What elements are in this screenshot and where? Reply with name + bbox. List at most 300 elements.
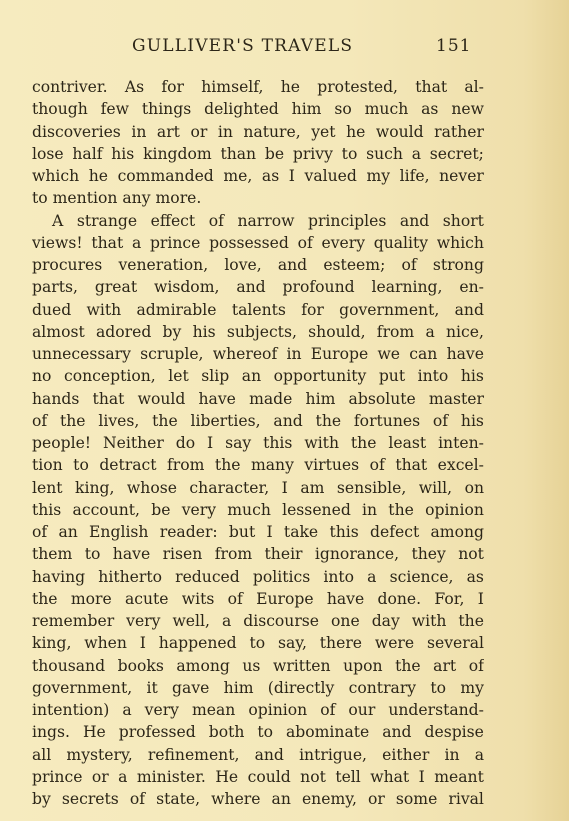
word: intention) <box>32 701 110 719</box>
word: mean <box>192 701 236 719</box>
text-line <box>32 365 484 387</box>
text-line <box>32 677 484 699</box>
word: books <box>117 656 164 675</box>
word: kingdom <box>143 144 212 163</box>
word: his <box>111 144 135 163</box>
word: narrow <box>237 211 295 230</box>
word: done. <box>377 589 422 608</box>
word: character, <box>189 478 270 497</box>
word: king, <box>32 634 72 653</box>
word: all <box>32 745 52 764</box>
word: such <box>366 144 403 163</box>
word: the <box>214 456 241 475</box>
word: commanded <box>117 167 214 185</box>
word: much <box>364 100 409 119</box>
word: this <box>329 523 359 541</box>
word: art <box>433 656 457 675</box>
word: or <box>368 790 385 808</box>
word: unnecessary <box>32 345 131 363</box>
word: never <box>439 167 484 185</box>
word: we <box>377 345 401 363</box>
word: hands <box>32 389 80 408</box>
word: as <box>466 567 484 586</box>
word: liberties, <box>190 411 261 430</box>
text-line <box>32 766 484 788</box>
word: prince <box>32 767 83 786</box>
word: lives, <box>98 411 140 430</box>
word: do <box>175 434 196 452</box>
word: with <box>304 434 339 452</box>
word: remember <box>32 612 115 630</box>
word: as <box>421 100 439 119</box>
word: us <box>242 656 261 675</box>
word: He <box>82 723 106 742</box>
word: professed <box>118 723 196 742</box>
word: a <box>118 767 128 786</box>
word: by <box>32 790 51 808</box>
word: among <box>176 656 230 675</box>
word: ings. <box>32 723 70 742</box>
word: defect <box>370 523 420 541</box>
word: almost <box>32 322 85 341</box>
word: al- <box>464 78 484 96</box>
word: be <box>264 144 285 163</box>
word: valued <box>304 167 357 185</box>
word: have <box>198 389 236 408</box>
text-line <box>32 788 484 810</box>
word: I <box>139 634 146 653</box>
word: love, <box>224 256 262 274</box>
word: some <box>395 790 438 808</box>
word: and <box>277 256 308 274</box>
text-line <box>32 744 484 766</box>
word: mention <box>52 189 118 208</box>
word: be <box>151 500 171 519</box>
word: every <box>321 233 366 252</box>
word: many <box>250 456 294 475</box>
word: acute <box>124 589 169 608</box>
word: upon <box>343 656 383 675</box>
word: a <box>221 612 232 630</box>
word: science, <box>389 567 454 586</box>
word: discourse <box>243 612 320 630</box>
word: strong <box>432 256 484 274</box>
word: very <box>144 701 179 719</box>
word: things <box>141 100 192 119</box>
word: can <box>409 345 438 363</box>
word: his <box>192 322 216 341</box>
word: no <box>32 367 52 386</box>
word: a <box>425 322 435 341</box>
word: in <box>286 345 302 363</box>
word: I <box>207 434 214 452</box>
word: secrets <box>61 790 119 808</box>
word: politics <box>252 567 311 586</box>
text-line <box>32 76 484 98</box>
word: into <box>417 367 449 386</box>
word: I <box>477 589 484 608</box>
word: Europe <box>256 589 314 608</box>
word: and <box>399 211 430 230</box>
word: an <box>241 367 262 386</box>
word: with <box>411 612 447 630</box>
word: strange <box>76 211 138 230</box>
word: so <box>334 100 352 119</box>
word: the <box>32 589 58 608</box>
word: him <box>291 100 322 119</box>
running-head <box>0 36 569 58</box>
word: for <box>301 300 324 319</box>
word: talents <box>231 300 286 319</box>
word: secret; <box>429 144 484 163</box>
word: nice, <box>445 322 484 341</box>
word: of <box>227 589 243 608</box>
word: day <box>371 612 400 630</box>
word: on <box>464 478 484 497</box>
word: himself, <box>201 78 264 96</box>
word: that <box>415 78 448 96</box>
word: in <box>444 745 460 764</box>
word: inten- <box>438 434 484 452</box>
word: he <box>88 167 108 185</box>
word: of <box>432 411 449 430</box>
word: several <box>426 634 484 653</box>
word: whose <box>126 478 177 497</box>
word: sensible, <box>336 478 407 497</box>
word: privy <box>292 144 333 163</box>
text-line <box>32 210 484 232</box>
word: rather <box>434 122 484 141</box>
word: me, <box>223 167 253 185</box>
word: ignorance, <box>314 545 400 564</box>
word: will, <box>418 478 453 497</box>
word: thousand <box>32 656 106 675</box>
word: from <box>214 545 253 564</box>
word: my <box>366 167 391 185</box>
word: among <box>430 523 484 541</box>
word: our <box>348 701 376 719</box>
word: despise <box>424 723 484 742</box>
word: life, <box>399 167 430 185</box>
word: views! <box>32 233 83 252</box>
text-line <box>32 499 484 521</box>
text-line <box>32 254 484 276</box>
text-line <box>32 588 484 610</box>
word: wits <box>181 589 215 608</box>
text-line <box>32 655 484 677</box>
word: am <box>300 478 325 497</box>
word: opportunity <box>273 367 367 386</box>
word: detract <box>99 456 157 475</box>
word: the <box>458 612 484 630</box>
word: of <box>369 456 385 475</box>
word: learning, <box>371 278 443 297</box>
word: or <box>190 122 208 141</box>
word: new <box>451 100 484 119</box>
word: say, <box>277 634 307 653</box>
word: procures <box>32 256 103 274</box>
word: of <box>401 256 417 274</box>
word: could <box>247 767 291 786</box>
word: the <box>59 411 86 430</box>
word: conception, <box>63 367 156 386</box>
word: Europe <box>310 345 369 363</box>
word: very <box>181 500 217 519</box>
text-line <box>32 632 484 654</box>
word: wisdom, <box>153 278 220 297</box>
word: en- <box>459 278 484 297</box>
word: nature, <box>243 122 301 141</box>
word: government, <box>32 678 133 697</box>
word: much <box>227 500 271 519</box>
text-line <box>32 543 484 565</box>
text-line <box>32 343 484 365</box>
word: there <box>319 634 363 653</box>
word: he <box>280 78 300 96</box>
word: quality <box>373 233 429 252</box>
word: more <box>70 589 112 608</box>
word: what <box>370 767 410 786</box>
word: an <box>271 790 291 808</box>
text-line <box>32 566 484 588</box>
word: principles <box>307 211 387 230</box>
word: adored <box>95 322 152 341</box>
word: to <box>257 723 274 742</box>
word: people! <box>32 434 92 452</box>
word: the <box>388 500 414 519</box>
word: which <box>32 167 80 185</box>
word: his <box>460 411 484 430</box>
text-line <box>32 143 484 165</box>
word: enemy, <box>301 790 357 808</box>
word: profound <box>282 278 355 297</box>
page-number: 151 <box>436 36 472 56</box>
word: were <box>374 634 415 653</box>
word: slip <box>201 367 230 386</box>
word: his <box>460 367 484 386</box>
word: well, <box>172 612 210 630</box>
text-line <box>32 165 484 187</box>
word: they <box>411 545 446 564</box>
word: them <box>32 545 73 564</box>
word: to <box>341 144 358 163</box>
word: him <box>305 389 336 408</box>
text-line <box>32 232 484 254</box>
word: I <box>281 478 288 497</box>
word: and <box>382 723 412 742</box>
word: understand- <box>388 701 484 719</box>
word: that <box>91 233 124 252</box>
word: yet <box>311 122 336 141</box>
word: For, <box>434 589 465 608</box>
word: risen <box>162 545 203 564</box>
word: account, <box>72 500 141 519</box>
word: both <box>208 723 245 742</box>
word: put <box>378 367 406 386</box>
word: not <box>300 767 326 786</box>
word: half <box>72 144 103 163</box>
word: He <box>215 767 239 786</box>
word: least <box>388 434 427 452</box>
word: veneration, <box>118 256 209 274</box>
word: that <box>395 456 428 475</box>
text-line <box>32 699 484 721</box>
word: in <box>362 500 378 519</box>
word: fortunes <box>353 411 421 430</box>
word: and <box>236 278 266 297</box>
word: art <box>156 122 180 141</box>
word: have <box>446 345 484 363</box>
word: than <box>220 144 257 163</box>
word: (directly <box>267 678 335 697</box>
word: in <box>217 122 233 141</box>
word: contrary <box>348 678 417 697</box>
word: English <box>89 523 149 541</box>
word: opinion <box>425 500 484 519</box>
word: subjects, <box>226 322 297 341</box>
word: and <box>254 745 284 764</box>
word: and <box>454 300 484 319</box>
word: the <box>152 411 178 430</box>
word: to <box>32 189 48 208</box>
word: very <box>126 612 161 630</box>
word: possessed <box>209 233 289 252</box>
word: either <box>382 745 430 764</box>
word: rival <box>448 790 484 808</box>
word: a <box>474 745 484 764</box>
word: would <box>137 389 186 408</box>
word: tell <box>335 767 361 786</box>
word: as <box>261 167 280 185</box>
word: scruple, <box>140 345 204 363</box>
body-text <box>32 76 484 810</box>
word: I <box>266 523 273 541</box>
word: gave <box>172 678 210 697</box>
word: lose <box>32 144 64 163</box>
word: it <box>146 678 158 697</box>
word: opinion <box>248 701 308 719</box>
word: parts, <box>32 278 78 297</box>
word: when <box>84 634 127 653</box>
word: hitherto <box>98 567 162 586</box>
word: reduced <box>175 567 240 586</box>
word: few <box>100 100 130 119</box>
word: would <box>375 122 424 141</box>
word: have <box>326 589 365 608</box>
word: any <box>122 189 151 208</box>
text-line <box>32 521 484 543</box>
word: of <box>32 523 48 541</box>
word: and <box>273 411 303 430</box>
word: of <box>297 233 313 252</box>
word: reader: <box>159 523 218 541</box>
word: dued <box>32 300 72 319</box>
word: king, <box>75 478 115 497</box>
word: I <box>288 167 295 185</box>
book-title: GULLIVER'S TRAVELS <box>132 36 354 56</box>
word: lent <box>32 478 63 497</box>
word: from <box>376 322 415 341</box>
text-line <box>32 610 484 632</box>
word: tion <box>32 456 63 475</box>
word: a <box>367 567 377 586</box>
word: mystery, <box>66 745 133 764</box>
word: that <box>92 389 125 408</box>
word: prince <box>149 233 201 252</box>
word: he <box>346 122 366 141</box>
word: a <box>411 144 421 163</box>
word: As <box>124 78 145 96</box>
word: into <box>323 567 355 586</box>
word: with <box>86 300 122 319</box>
word: the <box>315 411 342 430</box>
word: one <box>331 612 360 630</box>
word: more. <box>155 189 202 208</box>
text-line <box>32 477 484 499</box>
word: the <box>350 434 377 452</box>
text-line <box>32 187 484 209</box>
word: him <box>223 678 254 697</box>
word: where <box>211 790 261 808</box>
word: to <box>73 456 89 475</box>
text-line <box>32 299 484 321</box>
word: written <box>272 656 331 675</box>
word: whereof <box>212 345 278 363</box>
word: this <box>263 434 293 452</box>
word: short <box>442 211 484 230</box>
word: though <box>32 100 88 119</box>
word: esteem; <box>323 256 386 274</box>
word: delighted <box>204 100 279 119</box>
word: meant <box>434 767 484 786</box>
word: should, <box>308 322 366 341</box>
word: their <box>264 545 303 564</box>
text-line <box>32 721 484 743</box>
word: effect <box>150 211 196 230</box>
word: the <box>395 656 421 675</box>
word: take <box>283 523 319 541</box>
word: of <box>468 656 484 675</box>
text-line <box>32 98 484 120</box>
word: abominate <box>285 723 370 742</box>
word: from <box>167 456 205 475</box>
word: of <box>208 211 224 230</box>
word: I <box>418 767 425 786</box>
word: which <box>436 233 484 252</box>
word: an <box>58 523 78 541</box>
word: state, <box>156 790 201 808</box>
word: great <box>94 278 138 297</box>
word: made <box>249 389 293 408</box>
word: absolute <box>348 389 416 408</box>
word: refinement, <box>147 745 240 764</box>
word: by <box>162 322 182 341</box>
word: let <box>168 367 189 386</box>
word: say <box>225 434 252 452</box>
word: this <box>32 500 62 519</box>
word: but <box>228 523 256 541</box>
word: my <box>460 678 484 697</box>
word: protested, <box>317 78 399 96</box>
word: lessened <box>282 500 351 519</box>
text-line <box>32 321 484 343</box>
word: have <box>112 545 151 564</box>
text-line <box>32 454 484 476</box>
word: virtues <box>304 456 360 475</box>
word: of <box>32 411 48 430</box>
word: Neither <box>102 434 164 452</box>
text-line <box>32 121 484 143</box>
